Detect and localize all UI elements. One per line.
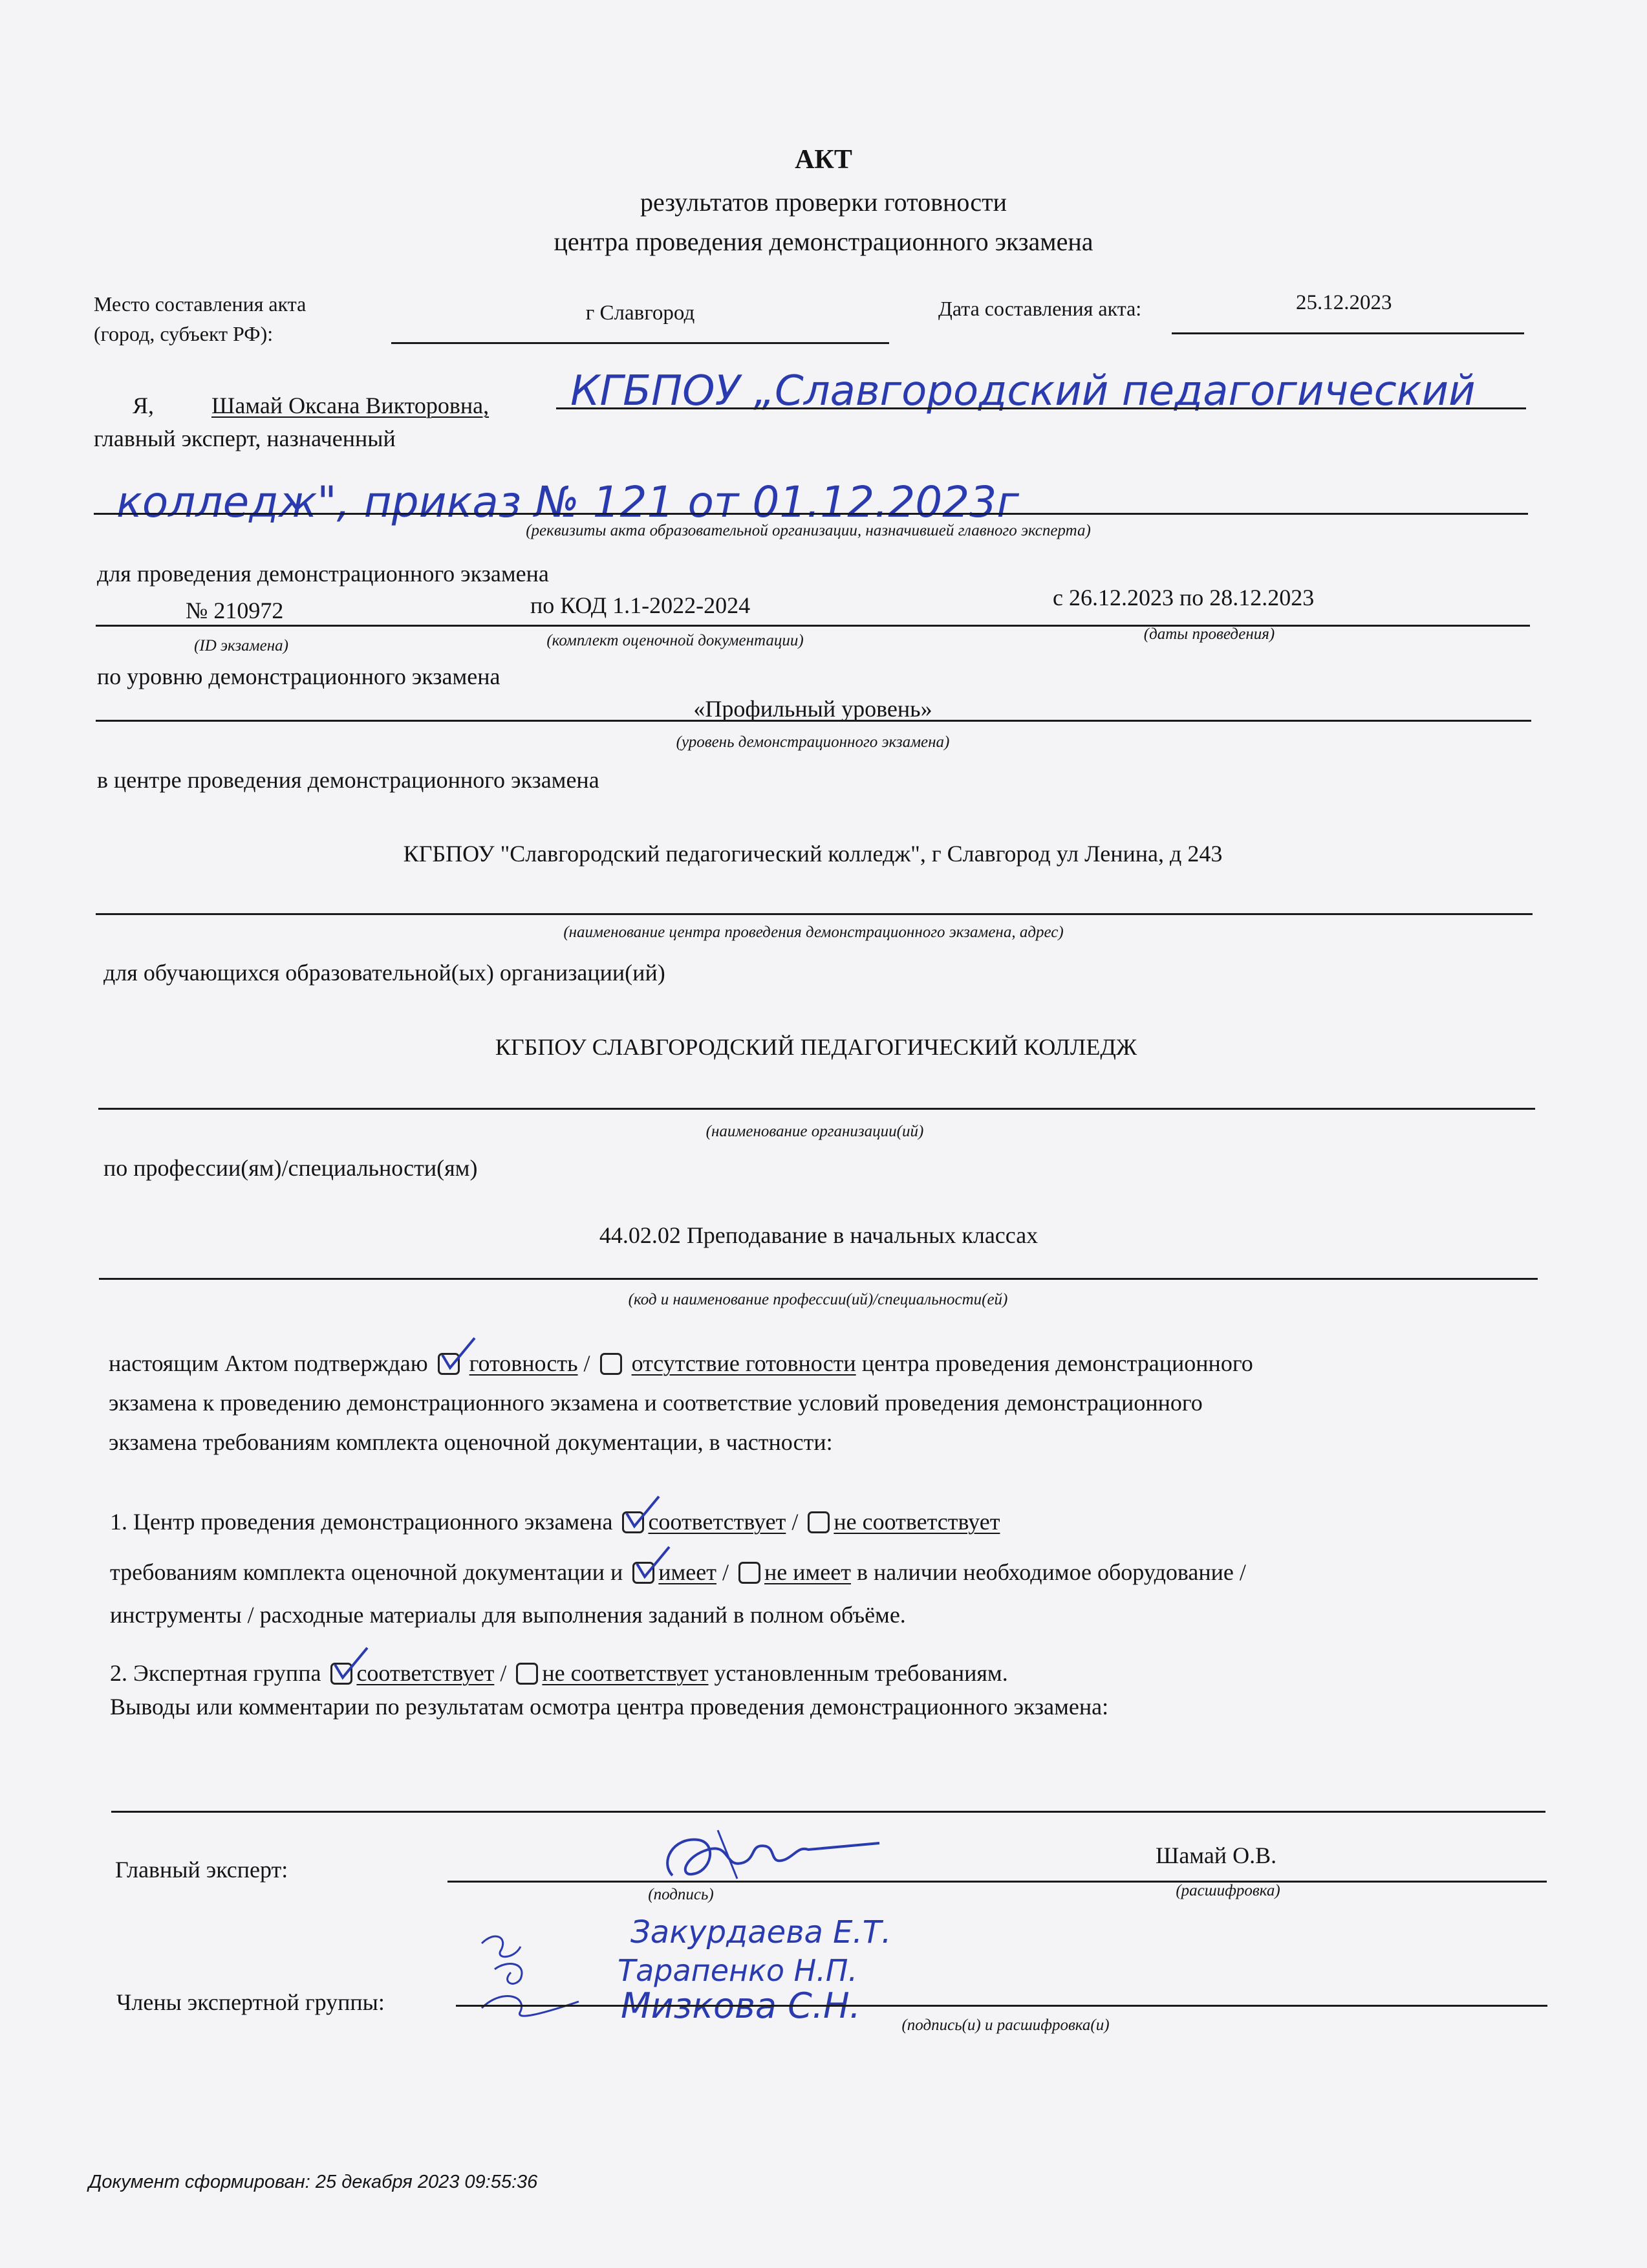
date-value: 25.12.2023: [1296, 291, 1392, 314]
chief-name: Шамай О.В.: [1156, 1842, 1277, 1868]
confirm-opt-ready: готовность: [469, 1350, 578, 1376]
members-line: [456, 2005, 1547, 2007]
center-caption: (наименование центра проведения демонстрационного экзамена, адрес): [563, 923, 1064, 941]
member-3: Мизкова С.Н.: [621, 1985, 861, 2026]
item2-tail: установленным требованиям.: [714, 1660, 1008, 1686]
level-caption: (уровень демонстрационного экзамена): [676, 733, 950, 751]
comments-label: Выводы или комментарии по результатам осмотра центра проведения демонстрационного экзамена:: [110, 1694, 1109, 1720]
item2-line: 2. Экспертная группа соответствует / не соответствует установленным требованиям.: [110, 1659, 1008, 1687]
comments-line: [111, 1811, 1545, 1813]
confirm-not-ready-checkbox[interactable]: [600, 1353, 622, 1375]
check-mark-icon: [625, 1494, 664, 1533]
doc-title: АКТ: [795, 145, 852, 175]
item1-line-2: требованиям комплекта оценочной документации и имеет / не имеет в наличии необходимое оборудование /: [110, 1559, 1246, 1586]
item1-prefix: 1. Центр проведения демонстрационного экзамена: [110, 1509, 613, 1535]
item2-opt-not-complies: не соответствует: [542, 1660, 709, 1686]
org-value: КГБПОУ СЛАВГОРОДСКИЙ ПЕДАГОГИЧЕСКИЙ КОЛЛЕДЖ: [495, 1034, 1137, 1060]
item1-opt-has-not: не имеет: [764, 1559, 851, 1585]
doc-subtitle-1: результатов проверки готовности: [640, 188, 1007, 217]
exam-kod-value: по КОД 1.1-2022-2024: [530, 592, 751, 618]
exam-kod-caption: (комплект оценочной документации): [546, 632, 804, 649]
exam-line: [96, 625, 1530, 627]
confirm-ready-checkbox[interactable]: [438, 1353, 460, 1375]
org-label: для обучающихся образовательной(ых) организации(ий): [103, 960, 665, 986]
profession-line: [99, 1278, 1538, 1280]
sign-caption: (подпись): [648, 1886, 714, 1903]
confirm-line-3: экзамена требованиям комплекта оценочной документации, в частности:: [109, 1429, 833, 1455]
exam-dates-value: с 26.12.2023 по 28.12.2023: [1053, 585, 1315, 610]
expert-role: главный эксперт, назначенный: [94, 426, 396, 451]
exam-id-caption: (ID экзамена): [194, 637, 288, 654]
level-line: [96, 720, 1531, 722]
center-label: в центре проведения демонстрационного экзамена: [97, 767, 599, 793]
members-label: Члены экспертной группы:: [116, 1989, 385, 2015]
item1-opt-complies: соответствует: [648, 1509, 786, 1535]
item1-line-1: 1. Центр проведения демонстрационного экзамена соответствует / не соответствует: [110, 1508, 1000, 1536]
center-line: [96, 913, 1533, 915]
org-caption: (наименование организации(ий): [705, 1123, 924, 1140]
expert-handwritten-2: колледж", приказ № 121 от 01.12.2023г: [116, 477, 1019, 527]
exam-id-value: № 210972: [186, 598, 284, 623]
item2-complies-checkbox[interactable]: [330, 1663, 352, 1685]
item1-has-not-checkbox[interactable]: [738, 1562, 760, 1584]
expert-handwritten-1: КГБПОУ „Славгородский педагогический: [570, 367, 1476, 415]
item2-opt-complies: соответствует: [356, 1660, 495, 1686]
item1-line2-tail: в наличии необходимое оборудование /: [857, 1559, 1246, 1585]
item2-prefix: 2. Экспертная группа: [110, 1660, 321, 1686]
decode-caption: (расшифровка): [1176, 1882, 1280, 1899]
chief-signature-icon: [647, 1824, 892, 1888]
item1-line2-prefix: требованиям комплекта оценочной документации и: [110, 1559, 623, 1585]
chief-line: [447, 1881, 1547, 1883]
doc-subtitle-2: центра проведения демонстрационного экзамена: [554, 227, 1093, 256]
exam-label: для проведения демонстрационного экзамена: [97, 561, 549, 587]
center-value: КГБПОУ "Славгородский педагогический колледж", г Славгород ул Ленина, д 243: [403, 841, 1223, 867]
member-2: Тарапенко Н.П.: [618, 1953, 858, 1988]
item1-line-3: инструменты / расходные материалы для выполнения заданий в полном объёме.: [110, 1602, 906, 1628]
item1-not-complies-checkbox[interactable]: [808, 1511, 830, 1533]
item1-complies-checkbox[interactable]: [622, 1511, 644, 1533]
confirm-line-2: экзамена к проведению демонстрационного экзамена и соответствие условий проведения демонстрационного: [109, 1390, 1203, 1416]
profession-value: 44.02.02 Преподавание в начальных классах: [599, 1222, 1039, 1248]
expert-caption: (реквизиты акта образовательной организации, назначившей главного эксперта): [526, 522, 1091, 539]
check-mark-icon: [636, 1544, 674, 1583]
generated-footer: Документ сформирован: 25 декабря 2023 09:55:36: [89, 2172, 538, 2192]
exam-dates-caption: (даты проведения): [1143, 625, 1275, 643]
item1-opt-has: имеет: [658, 1559, 716, 1585]
item1-has-checkbox[interactable]: [632, 1562, 654, 1584]
expert-line-2: [94, 513, 1528, 515]
confirm-line1-tail: центра проведения демонстрационного: [861, 1350, 1253, 1376]
date-label: Дата составления акта:: [938, 297, 1142, 320]
expert-name: Шамай Оксана Викторовна,: [211, 393, 490, 418]
place-label-2: (город, субъект РФ):: [94, 322, 274, 345]
check-mark-icon: [334, 1645, 372, 1684]
confirm-opt-not-ready: отсутствие готовности: [631, 1350, 856, 1376]
confirm-line-1: настоящим Актом подтверждаю готовность / отсутствие готовности центра проведения демонстрационного: [109, 1350, 1253, 1377]
check-mark-icon: [441, 1335, 480, 1374]
chief-label: Главный эксперт:: [115, 1857, 288, 1883]
expert-line-1: [556, 407, 1526, 409]
profession-caption: (код и наименование профессии(ий)/специальности(ей): [628, 1291, 1008, 1308]
level-label: по уровню демонстрационного экзамена: [97, 664, 501, 689]
confirm-prefix: настоящим Актом подтверждаю: [109, 1350, 428, 1376]
item1-opt-not-complies: не соответствует: [834, 1509, 1000, 1535]
date-line: [1172, 332, 1524, 334]
members-caption: (подпись(и) и расшифровка(и): [901, 2016, 1110, 2034]
level-value: «Профильный уровень»: [693, 696, 932, 722]
place-label-1: Место составления акта: [94, 292, 307, 316]
place-line: [391, 342, 889, 344]
profession-label: по профессии(ям)/специальности(ям): [103, 1155, 478, 1181]
org-line: [98, 1108, 1535, 1110]
expert-prefix: Я,: [133, 393, 155, 418]
member-1: Закурдаева Е.Т.: [630, 1914, 892, 1950]
item2-not-complies-checkbox[interactable]: [516, 1663, 538, 1685]
place-value: г Славгород: [585, 301, 695, 325]
